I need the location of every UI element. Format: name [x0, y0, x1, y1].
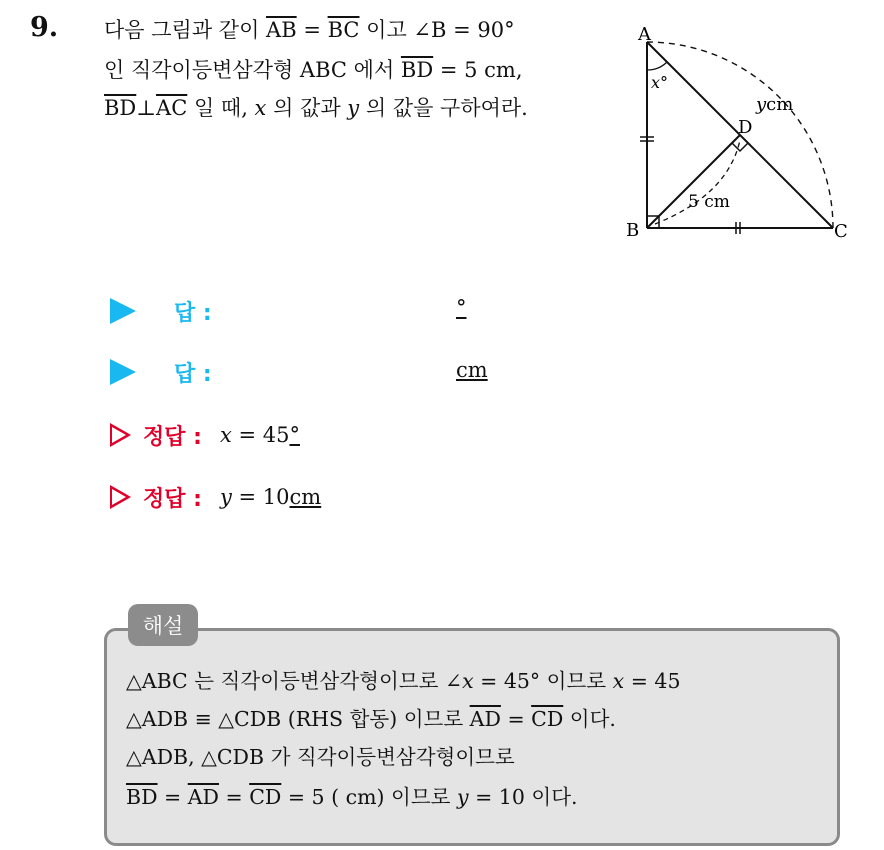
explanation-line-3: [126, 740, 515, 770]
correct-eq-1: = 45: [231, 423, 290, 447]
e1-text-b: = 45° 이므로: [473, 669, 613, 693]
e4-text-b: =: [218, 785, 250, 809]
outline-arrow-icon: [110, 423, 131, 447]
e3-text: △ADB, △CDB 가 직각이등변삼각형이므로: [126, 745, 515, 769]
explanation-line-1: [126, 664, 680, 694]
segment-bd-2: $\overline{BD}$: [104, 96, 137, 120]
e4-segment-cd: $\overline{CD}$: [249, 785, 282, 809]
q1-text-a: 다음 그림과 같이: [104, 18, 267, 42]
q2-text-b: = 5 cm,: [433, 58, 523, 82]
outline-arrow-icon: [110, 485, 131, 509]
e4-var-y: y: [456, 785, 469, 809]
arrow-icon: [110, 298, 136, 324]
right-angle-d: [732, 143, 748, 151]
perp-symbol: ⊥: [136, 96, 157, 120]
e1-var-x2: x: [612, 669, 625, 693]
label-arc-y-var: y: [756, 94, 767, 115]
e4-segment-ad: $\overline{AD}$: [187, 785, 219, 809]
explanation-line-2: [126, 702, 616, 732]
correct-row-2: [110, 480, 321, 514]
label-arc-y: [755, 94, 793, 115]
correct-value-2: [220, 485, 321, 509]
correct-var-x: x: [219, 423, 232, 447]
answer-row-2: [110, 355, 212, 389]
label-d: D: [738, 117, 753, 138]
e4-segment-bd: $\overline{BD}$: [126, 785, 158, 809]
e1-var-x: x: [462, 669, 474, 693]
label-a: A: [638, 24, 651, 45]
explanation-box: [104, 628, 840, 846]
q1-text-c: 이고 ∠B = 90°: [359, 18, 515, 42]
segment-bd: $\overline{BD}$: [400, 58, 434, 82]
e4-text-c: = 5 ( cm) 이므로: [281, 785, 457, 809]
q3-text-b: 의 값과: [266, 96, 348, 120]
e2-segment-ad: $\overline{AD}$: [469, 707, 501, 731]
label-b: B: [626, 220, 640, 241]
e4-text-a: =: [157, 785, 188, 809]
segment-bc: $\overline{BC}$: [327, 18, 360, 42]
answer-input-1[interactable]: °: [456, 296, 467, 320]
e2-segment-cd: $\overline{CD}$: [531, 707, 564, 731]
e2-text-b: =: [500, 707, 532, 731]
e2-text-a: △ADB ≡ △CDB (RHS 합동) 이므로: [126, 707, 470, 731]
question-line-3: [104, 92, 528, 122]
q1-text-b: =: [296, 18, 328, 42]
segment-ab: $\overline{AB}$: [266, 18, 297, 42]
e2-text-c: 이다.: [563, 707, 616, 731]
label-bd-length: 5 cm: [688, 192, 730, 212]
q2-text-a: 인 직각이등변삼각형 ABC 에서: [104, 58, 401, 82]
question-number: 9.: [30, 12, 59, 43]
correct-var-y: y: [219, 485, 232, 509]
correct-label-1: 정답 :: [143, 424, 202, 450]
var-y: y: [347, 96, 360, 120]
correct-unit-1: °: [289, 423, 300, 447]
label-angle-x: x°: [651, 73, 669, 92]
explanation-tag: 해설: [128, 604, 198, 646]
arrow-icon: [110, 359, 136, 385]
e1-text-c: = 45: [624, 669, 681, 693]
triangle-figure: [618, 20, 858, 245]
answer-row-1: [110, 294, 212, 328]
correct-row-1: [110, 418, 300, 452]
segment-ac: $\overline{AC}$: [156, 96, 188, 120]
question-line-1: [104, 14, 515, 44]
correct-unit-2: cm: [289, 485, 322, 509]
answer-label-2: 답 :: [174, 361, 212, 387]
explanation-line-4: [126, 780, 578, 810]
segment-bd-line: [647, 135, 740, 228]
e1-text-a: △ABC 는 직각이등변삼각형이므로 ∠: [126, 669, 463, 693]
angle-arc-a: [647, 62, 667, 70]
correct-eq-2: = 10: [231, 485, 290, 509]
label-c: C: [834, 221, 848, 242]
answer-input-2[interactable]: cm: [456, 358, 488, 382]
q3-text-c: 의 값을 구하여라.: [359, 96, 528, 120]
correct-label-2: 정답 :: [143, 486, 202, 512]
question-line-2: [104, 54, 523, 84]
answer-label-1: 답 :: [174, 300, 212, 326]
label-arc-y-unit: cm: [766, 94, 794, 115]
e4-text-d: = 10 이다.: [468, 785, 578, 809]
q3-text-a: 일 때,: [187, 96, 255, 120]
correct-value-1: [220, 423, 300, 447]
var-x: x: [254, 96, 267, 120]
